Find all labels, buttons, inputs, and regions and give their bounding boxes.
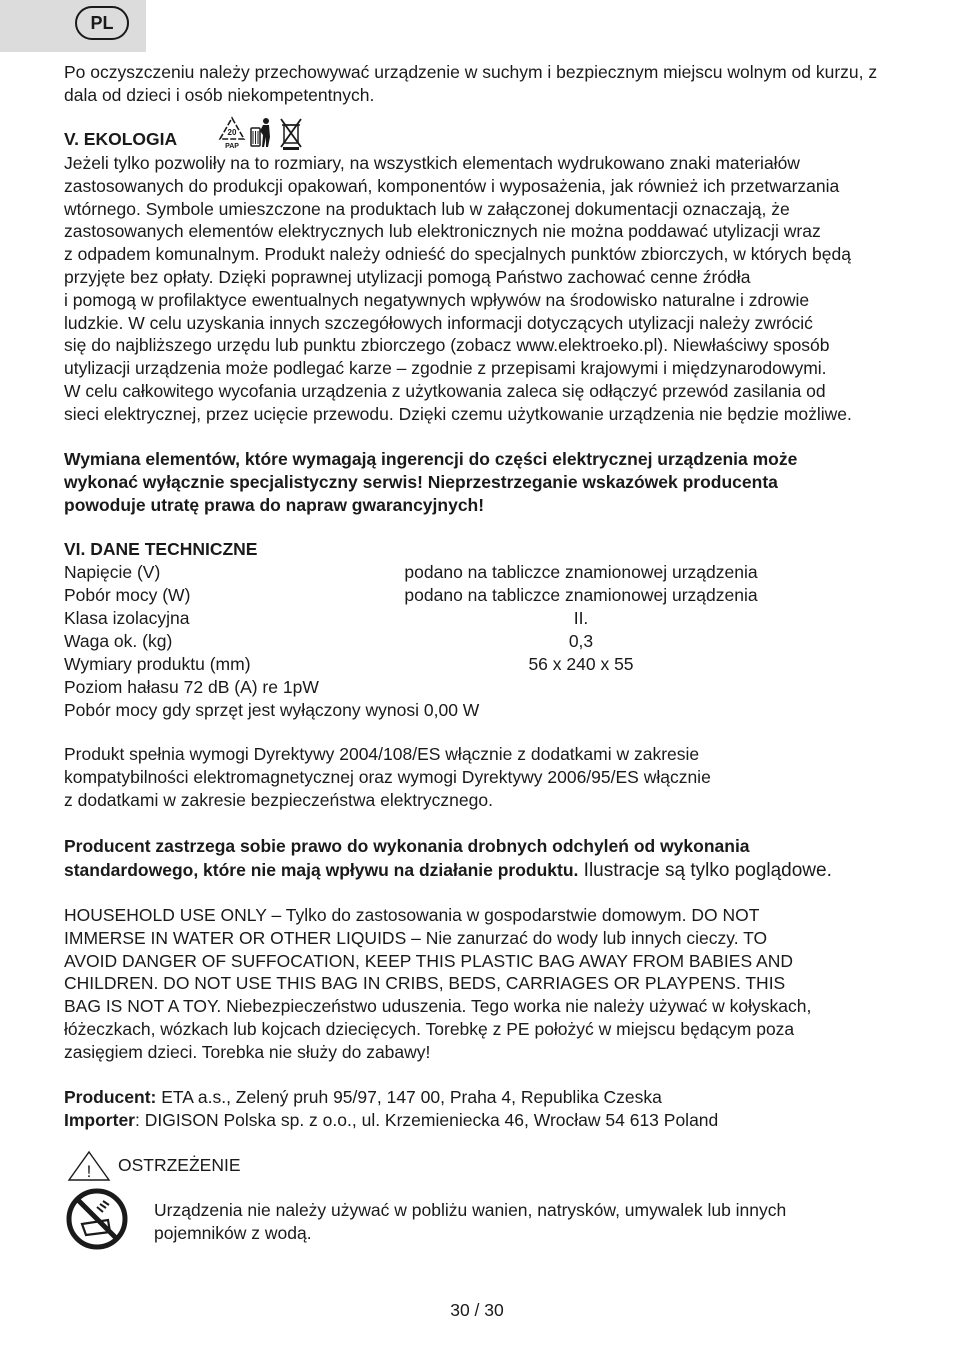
ecology-line: z odpadem komunalnym. Produkt należy odnieść do specjalnych punktów zbiorczych, w których będą bbox=[64, 244, 851, 265]
household-line: CHILDREN. DO NOT USE THIS BAG IN CRIBS, BEDS, CARRIAGES OR PLAYPENS. THIS bbox=[64, 973, 786, 994]
spec-label: Klasa izolacyjna bbox=[64, 608, 190, 628]
spec-label: Waga ok. (kg) bbox=[64, 631, 173, 651]
storage-text: Po oczyszczeniu należy przechowywać urządzenie w suchym i bezpiecznym miejscu wolnym od kurzu, z dala od dzieci i osób niekompetentnych. bbox=[64, 62, 878, 105]
service-warning bbox=[64, 448, 797, 516]
ecology-line: sieci elektrycznej, przez ucięcie przewodu. Dzięki czemu użytkowanie urządzenia nie będzie możliwe. bbox=[64, 403, 852, 424]
page-number: 30 / 30 bbox=[450, 1300, 504, 1320]
ecology-heading: V. EKOLOGIA bbox=[64, 129, 178, 149]
ecology-line: się do najbliższego urzędu lub punktu zbiorczego (zobacz www.elektroeko.pl). Niewłaściwy sposób bbox=[64, 335, 830, 356]
manufacturer-note-line: Producent zastrzega sobie prawo do wykonania drobnych odchyleń od wykonania bbox=[64, 836, 750, 856]
directives-line: z dodatkami w zakresie bezpieczeństwa elektrycznego. bbox=[64, 789, 493, 810]
directives-line: kompatybilności elektromagnetycznej oraz wymogi Dyrektywy 2006/95/ES włącznie bbox=[64, 766, 711, 787]
spec-label: Napięcie (V) bbox=[64, 562, 161, 582]
spec-value: podano na tabliczce znamionowej urządzenia bbox=[404, 585, 758, 605]
manufacturer-note-line bbox=[64, 858, 832, 883]
ecology-icons bbox=[217, 115, 312, 151]
service-warning-line: wykonać wyłącznie specjalistyczny serwis! Nieprzestrzeganie wskazówek producenta bbox=[64, 471, 778, 492]
noise-text: Poziom hałasu 72 dB (A) re 1pW bbox=[64, 677, 319, 697]
spec-row bbox=[64, 607, 884, 630]
no-bath-icon bbox=[66, 1188, 128, 1250]
spec-row bbox=[64, 653, 884, 676]
warning-text bbox=[154, 1199, 786, 1245]
standby-text: Pobór mocy gdy sprzęt jest wyłączony wynosi 0,00 W bbox=[64, 700, 480, 720]
spec-value: podano na tabliczce znamionowej urządzenia bbox=[404, 562, 758, 582]
spec-row bbox=[64, 630, 884, 653]
ecology-body bbox=[64, 152, 852, 426]
warning-triangle-icon bbox=[67, 1150, 111, 1182]
manufacturer-note-bold: standardowego, które nie mają wpływu na działanie produktu. bbox=[64, 860, 579, 880]
ecology-line: zastosowanych elementów elektrycznych lub elektronicznych nie można poddawać utylizacji wraz bbox=[64, 221, 821, 242]
importer-label: Importer bbox=[64, 1109, 135, 1130]
crossed-bin-icon bbox=[281, 119, 301, 150]
ecology-line: utylizacji urządzenia może podlegać karze – zgodnie z przepisami krajowymi i międzynarodowymi. bbox=[64, 358, 827, 379]
ecology-line: Jeżeli tylko pozwoliły na to rozmiary, na wszystkich elementach wydrukowano znaki materiałów bbox=[64, 153, 800, 173]
warning-label: OSTRZEŻENIE bbox=[118, 1155, 241, 1175]
language-badge: PL bbox=[75, 6, 129, 40]
trash-person-icon bbox=[251, 118, 270, 147]
ecology-line: W celu całkowitego wycofania urządzenia z użytkowania zaleca się odłączyć przewód zasilania od bbox=[64, 380, 826, 401]
household-line: BAG IS NOT A TOY. Niebezpieczeństwo uduszenia. Tego worka nie należy używać w kołyskach, bbox=[64, 996, 812, 1017]
producer-line bbox=[64, 1086, 718, 1109]
spec-value: II. bbox=[573, 608, 589, 628]
ecology-line: ludzkie. W celu uzyskania innych szczegółowych informacji dotyczących utylizacji należy zwrócić bbox=[64, 312, 813, 333]
producer-label: Producent: bbox=[64, 1087, 157, 1107]
manufacturer-note bbox=[64, 834, 832, 883]
importer-line bbox=[64, 1109, 718, 1132]
spec-label: Wymiary produktu (mm) bbox=[64, 654, 251, 674]
warning-text-line: pojemników z wodą. bbox=[154, 1222, 312, 1243]
household-line: HOUSEHOLD USE ONLY – Tylko do zastosowania w gospodarstwie domowym. DO NOT bbox=[64, 905, 760, 925]
spec-row bbox=[64, 584, 884, 607]
household-paragraph bbox=[64, 904, 811, 1064]
spec-standby bbox=[64, 699, 884, 722]
service-warning-line: powoduje utratę prawa do napraw gwarancyjnych! bbox=[64, 494, 485, 515]
tech-heading: VI. DANE TECHNICZNE bbox=[64, 539, 258, 559]
language-tab bbox=[0, 0, 146, 52]
storage-paragraph bbox=[64, 61, 894, 107]
illustrations-note: Ilustracje są tylko poglądowe. bbox=[578, 860, 832, 881]
svg-text:PAP: PAP bbox=[225, 143, 239, 150]
recycling-pap-icon bbox=[220, 118, 244, 150]
spec-value: 0,3 bbox=[568, 631, 594, 651]
ecology-line: wtórnego. Symbole umieszczone na produktach lub w załączonej dokumentacji oznaczają, że bbox=[64, 198, 790, 219]
spec-value: 56 x 240 x 55 bbox=[528, 654, 634, 674]
svg-text:!: ! bbox=[86, 1162, 92, 1181]
directives-paragraph bbox=[64, 743, 711, 811]
ecology-line: i pomogą w profilaktyce ewentualnych negatywnych wpływów na środowisko naturalne i zdrowie bbox=[64, 289, 810, 310]
spec-label: Pobór mocy (W) bbox=[64, 585, 191, 605]
directives-line: Produkt spełnia wymogi Dyrektywy 2004/108/ES włącznie z dodatkami w zakresie bbox=[64, 744, 700, 764]
household-line: IMMERSE IN WATER OR OTHER LIQUIDS – Nie zanurzać do wody lub innych cieczy. TO bbox=[64, 927, 768, 948]
spec-noise bbox=[64, 676, 884, 699]
household-line: łóżeczkach, wózkach lub kojcach dziecięcych. Torebkę z PE położyć w miejscu będącym poza bbox=[64, 1018, 795, 1039]
contacts bbox=[64, 1086, 718, 1132]
household-line: zasięgiem dzieci. Torebka nie służy do zabawy! bbox=[64, 1041, 431, 1062]
importer-value: : DIGISON Polska sp. z o.o., ul. Krzemieniecka 46, Wrocław 54 613 Poland bbox=[134, 1109, 719, 1130]
household-line: AVOID DANGER OF SUFFOCATION, KEEP THIS PLASTIC BAG AWAY FROM BABIES AND bbox=[64, 950, 793, 971]
producer-value: ETA a.s., Zelený pruh 95/97, 147 00, Praha 4, Republika Czeska bbox=[156, 1087, 662, 1107]
spec-row bbox=[64, 561, 884, 584]
svg-text:20: 20 bbox=[227, 128, 237, 137]
ecology-line: przyjęte bez opłaty. Dzięki poprawnej utylizacji pomogą Państwo zachować cenne źródła bbox=[64, 266, 751, 287]
warning-text-line: Urządzenia nie należy używać w pobliżu wanien, natrysków, umywalek lub innych bbox=[154, 1200, 787, 1220]
service-warning-line: Wymiana elementów, które wymagają ingerencji do części elektrycznej urządzenia może bbox=[64, 449, 798, 469]
ecology-line: zastosowanych do produkcji opakowań, komponentów i wyposażenia, jak również ich przetwarzania bbox=[64, 175, 840, 196]
